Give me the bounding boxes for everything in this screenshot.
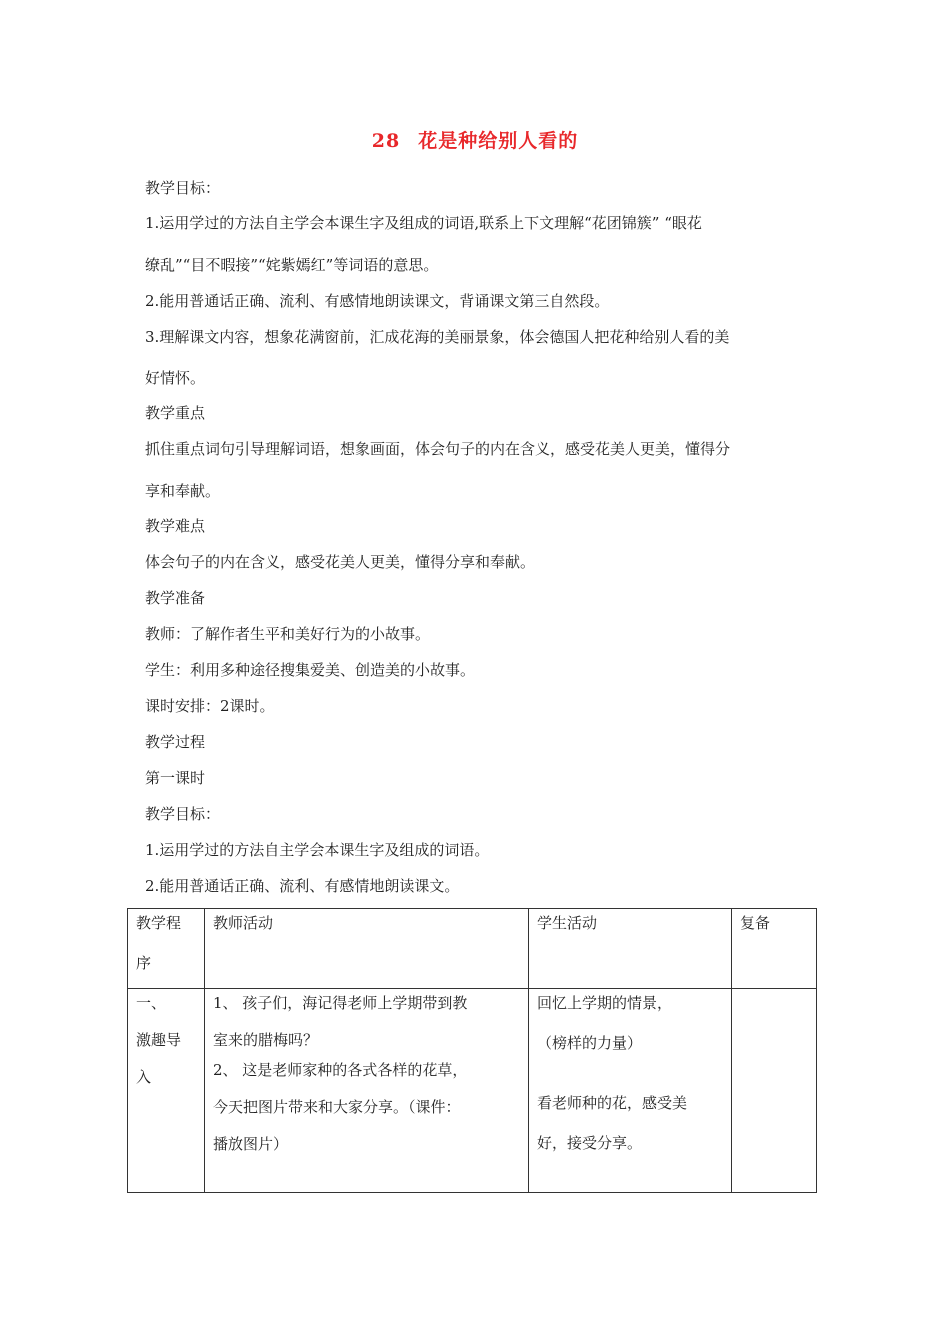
table-row [128, 989, 817, 1193]
heading-preparation: 教学准备 [145, 589, 206, 607]
teacher-activity-line-1: 1、 孩子们，海记得老师上学期带到教 [213, 994, 468, 1012]
teacher-activity-line-5: 播放图片） [213, 1135, 289, 1153]
teacher-activity-line-4: 今天把图片带来和大家分享。（课件： [213, 1098, 461, 1116]
heading-difficulties: 教学难点 [145, 517, 206, 535]
objective-3-line-1: 3.理解课文内容，想象花满窗前，汇成花海的美丽景象，体会德国人把花种给别人看的美 [145, 328, 730, 346]
preparation-teacher: 教师：了解作者生平和美好行为的小故事。 [145, 625, 431, 643]
header-teacher-activity [205, 909, 529, 989]
student-activity-line-1: 回忆上学期的情景， [537, 994, 673, 1012]
header-procedure-line-2: 序 [136, 954, 152, 972]
preparation-student: 学生：利用多种途径搜集爱美、创造美的小故事。 [145, 661, 476, 679]
key-points-line-1: 抓住重点词句引导理解词语，想象画面，体会句子的内在含义，感受花美人更美，懂得分 [145, 440, 731, 458]
objective-3-line-2: 好情怀。 [145, 369, 206, 387]
header-review [732, 909, 817, 989]
header-student-activity [529, 909, 732, 989]
row-teacher-activity [205, 989, 529, 1193]
header-student-activity-label: 学生活动 [537, 914, 598, 932]
lesson-title: 花是种给别人看的 [418, 130, 579, 152]
teacher-activity-line-3: 2、 这是老师家种的各式各样的花草， [213, 1061, 468, 1079]
student-activity-line-3: 看老师种的花，感受美 [537, 1094, 688, 1112]
row-procedure-line-3: 入 [136, 1068, 152, 1086]
objective-1-line-2: 缭乱”“目不暇接”“姹紫嫣红”等词语的意思。 [145, 256, 439, 274]
row-procedure-line-1: 一、 [136, 994, 167, 1012]
heading-process: 教学过程 [145, 733, 206, 751]
header-procedure [128, 909, 205, 989]
key-points-line-2: 享和奉献。 [145, 482, 221, 500]
teacher-activity-line-2: 室来的腊梅吗？ [213, 1031, 319, 1049]
header-procedure-line-1: 教学程 [136, 914, 182, 932]
row-student-activity [529, 989, 732, 1193]
lesson-objective-2: 2.能用普通话正确、流利、有感情地朗读课文。 [145, 877, 460, 895]
header-review-label: 复备 [740, 914, 771, 932]
document-title [0, 126, 950, 153]
heading-objectives-2: 教学目标： [145, 805, 221, 823]
first-lesson: 第一课时 [145, 769, 206, 787]
student-activity-line-2: （榜样的力量） [537, 1034, 643, 1052]
header-teacher-activity-label: 教师活动 [213, 914, 274, 932]
difficulties-text: 体会句子的内在含义，感受花美人更美，懂得分享和奉献。 [145, 553, 536, 571]
heading-key-points: 教学重点 [145, 404, 206, 422]
lesson-objective-1: 1.运用学过的方法自主学会本课生字及组成的词语。 [145, 841, 490, 859]
row-review [732, 989, 817, 1193]
objective-1-line-1: 1.运用学过的方法自主学会本课生字及组成的词语,联系上下文理解“花团锦簇” “眼花 [145, 214, 702, 232]
objective-2: 2.能用普通话正确、流利、有感情地朗读课文，背诵课文第三自然段。 [145, 292, 610, 310]
lesson-number: 28 [371, 130, 401, 152]
heading-objectives: 教学目标： [145, 179, 221, 197]
student-activity-line-4: 好，接受分享。 [537, 1134, 643, 1152]
lesson-plan-table [127, 908, 817, 1193]
schedule: 课时安排：2课时。 [145, 697, 275, 715]
row-procedure [128, 989, 205, 1193]
row-procedure-line-2: 激趣导 [136, 1031, 182, 1049]
table-header-row [128, 909, 817, 989]
